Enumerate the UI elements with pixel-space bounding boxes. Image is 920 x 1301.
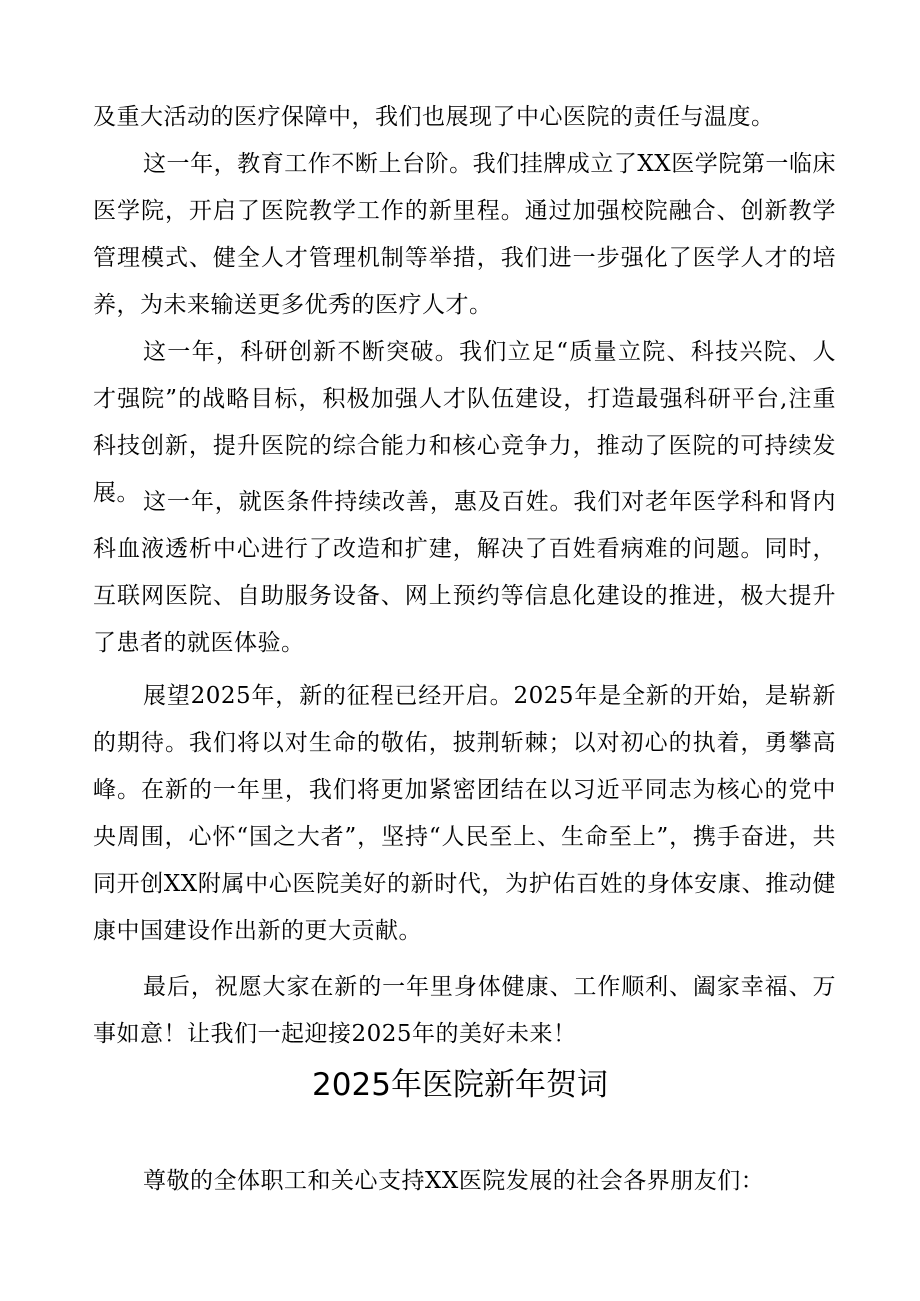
paragraph-outlook-2025: 展望2025年，新的征程已经开启。2025年是全新的开始，是崭新的期待。我们将以对生命的敬佑，披荆斩棘；以对初心的执着，勇攀高峰。在新的一年里，我们将更加紧密团结在以习近平同志为核心的党中央周围，心怀“国之大者”，坚持“人民至上、生命至上”，携手奋进，共同开创XX附属中心医院美好的新时代，为护佑百姓的身体安康、推动健康中国建设作出新的更大贡献。 xyxy=(93,683,836,944)
paragraph-closing-wishes: 最后，祝愿大家在新的一年里身体健康、工作顺利、阖家幸福、万事如意！让我们一起迎接2025年的美好未来！ xyxy=(93,974,836,1047)
paragraph-medical-support: 及重大活动的医疗保障中，我们也展现了中心医院的责任与温度。 xyxy=(93,104,775,130)
salutation: 尊敬的全体职工和关心支持XX医院发展的社会各界朋友们： xyxy=(143,1168,765,1194)
paragraph-research: 这一年，科研创新不断突破。我们立足“质量立院、科技兴院、人才强院”的战略目标，积极加强人才队伍建设，打造最强科研平台,注重科技创新，提升医院的综合能力和核心竞争力，推动了医院的可持续发展。 xyxy=(93,339,836,506)
document-heading: 2025年医院新年贺词 xyxy=(312,1067,608,1103)
paragraph-education: 这一年，教育工作不断上台阶。我们挂牌成立了XX医学院第一临床医学院，开启了医院教学工作的新里程。通过加强校院融合、创新教学管理模式、健全人才管理机制等举措，我们进一步强化了医学人才的培养，为未来输送更多优秀的医疗人才。 xyxy=(93,151,836,318)
paragraph-patient-care: 这一年，就医条件持续改善，惠及百姓。我们对老年医学科和肾内科血液透析中心进行了改造和扩建，解决了百姓看病难的问题。同时，互联网医院、自助服务设备、网上预约等信息化建设的推进，极大提升了患者的就医体验。 xyxy=(93,489,836,656)
